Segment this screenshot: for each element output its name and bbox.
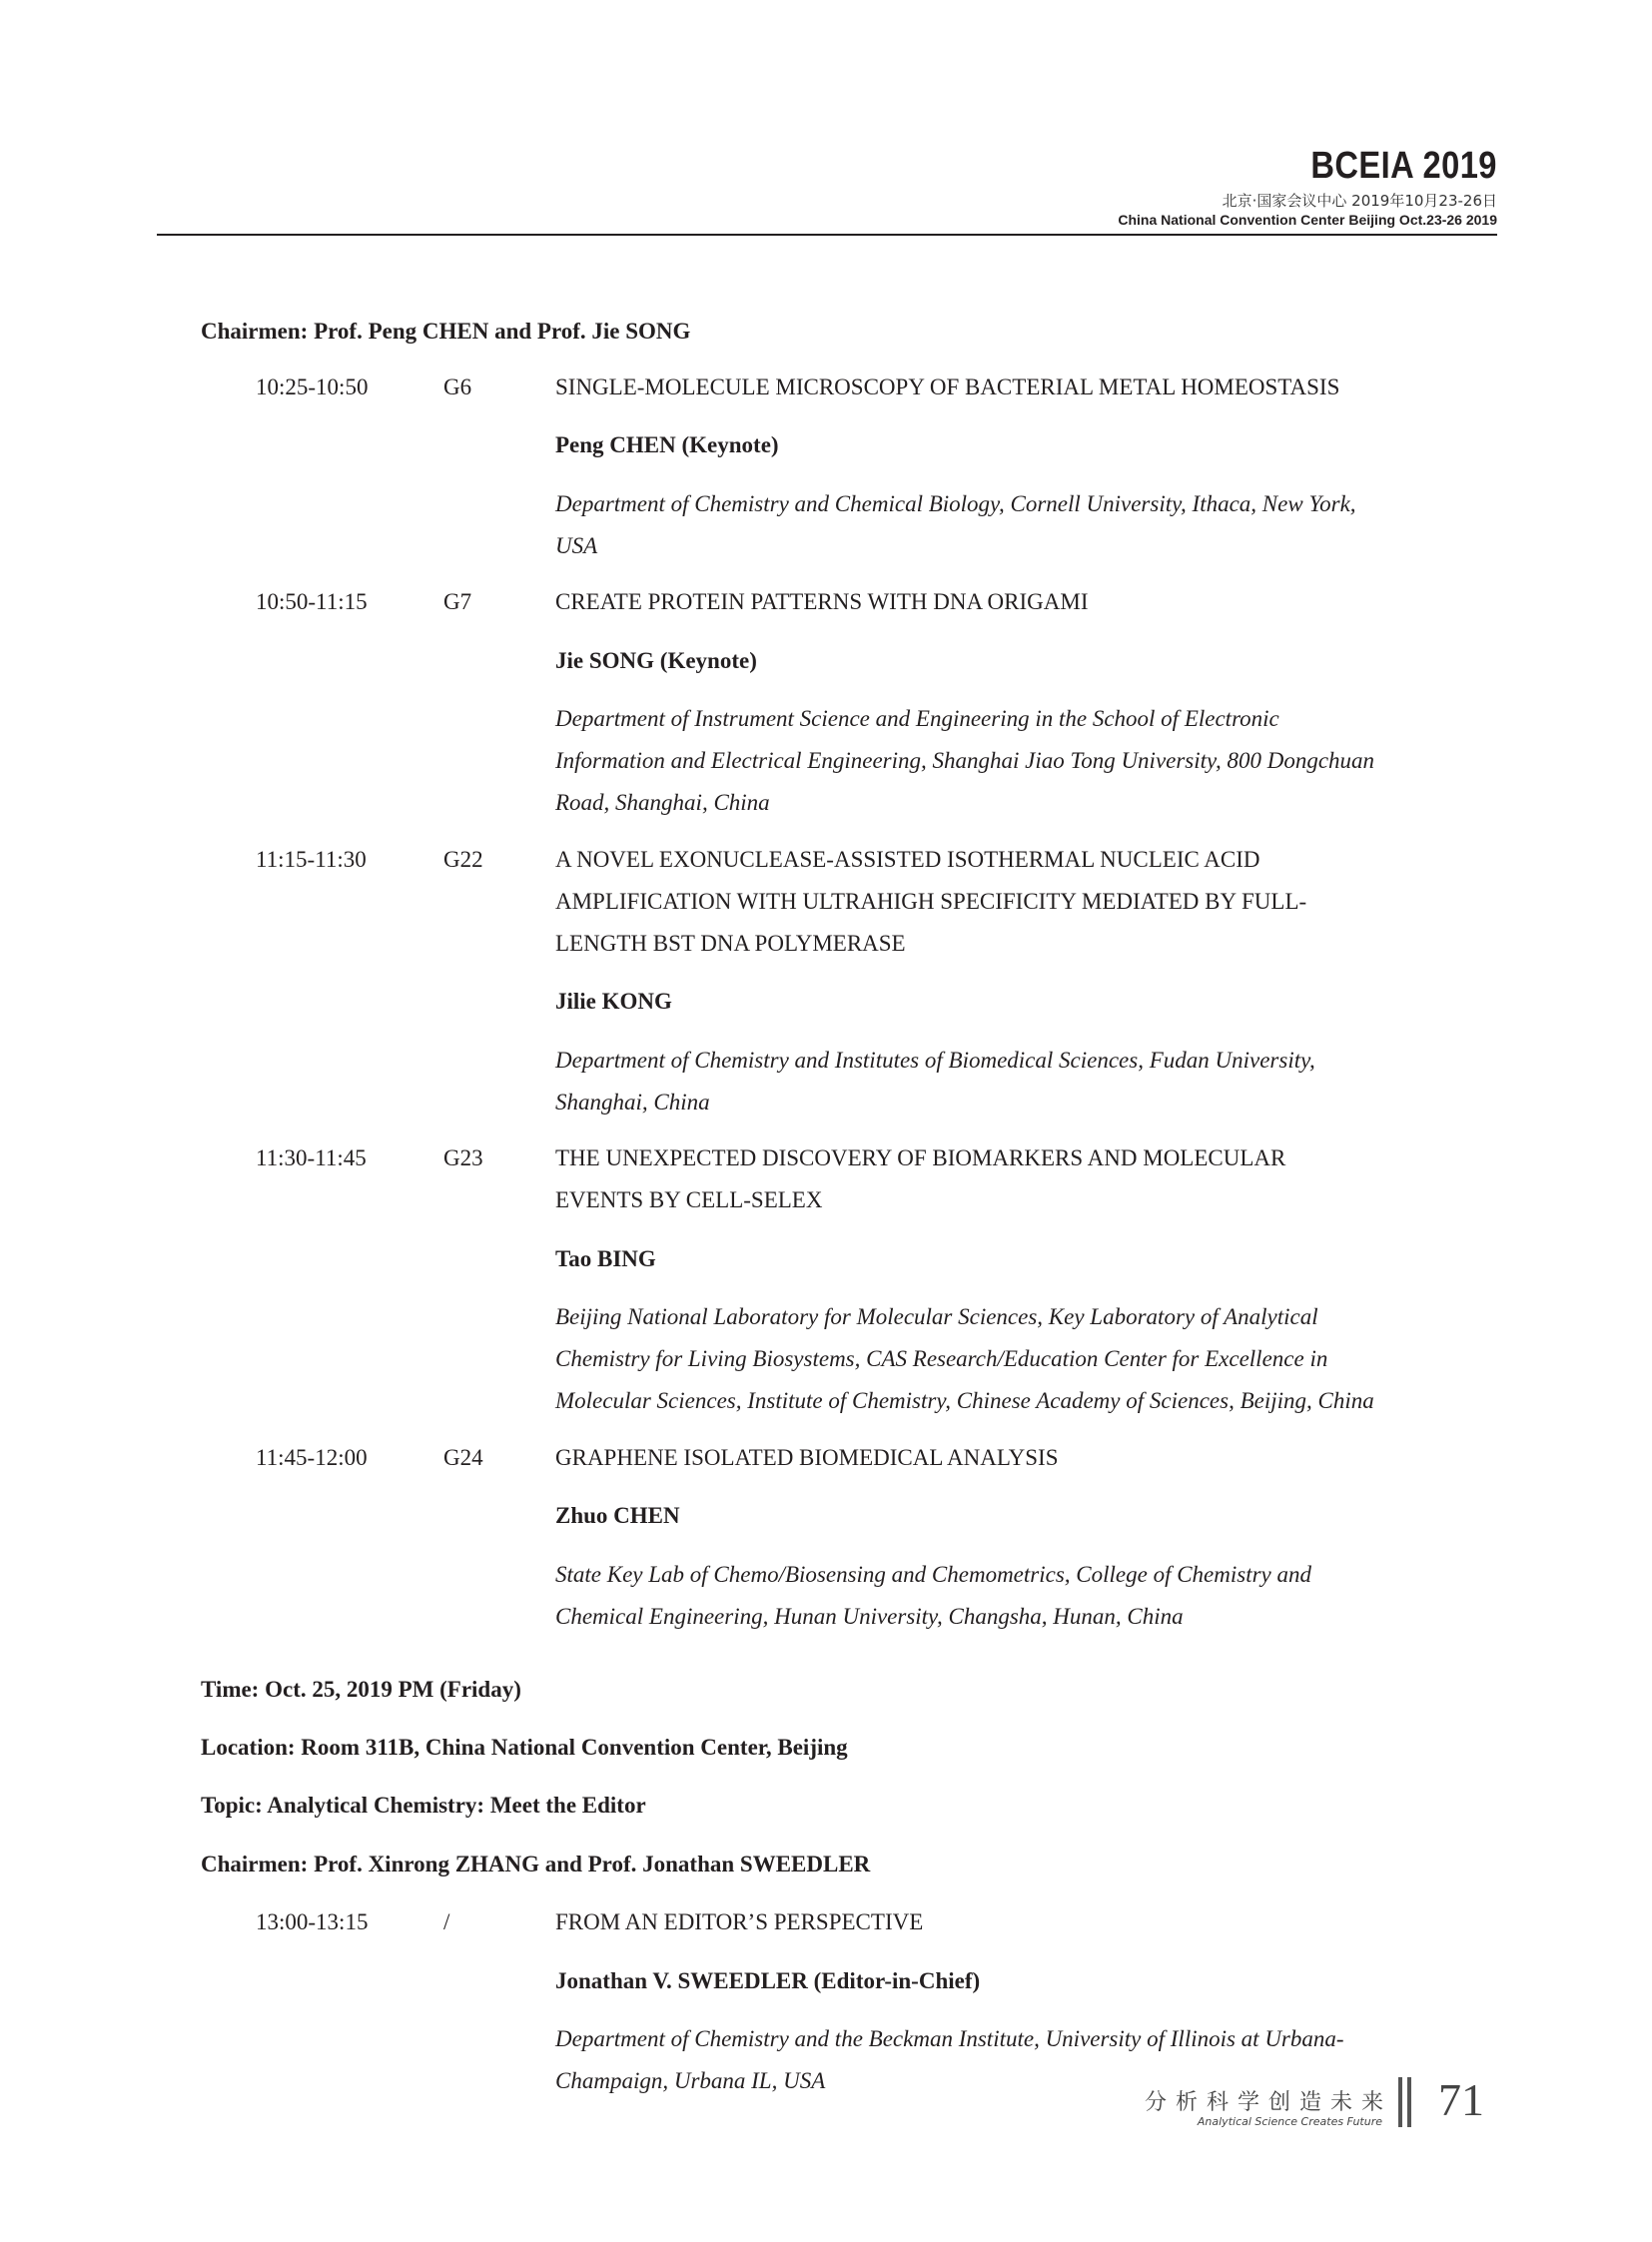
talk-speaker: Tao BING xyxy=(555,1246,656,1271)
talk-affiliation: Beijing National Laboratory for Molecular Sciences, Key Laboratory of Analytical xyxy=(555,1304,1318,1329)
talk-code: G7 xyxy=(443,589,472,614)
talk-time: 10:25-10:50 xyxy=(256,374,369,399)
talk-title: AMPLIFICATION WITH ULTRAHIGH SPECIFICITY MEDIATED BY FULL- xyxy=(555,889,1307,914)
talk-affiliation: Chemistry for Living Biosystems, CAS Research/Education Center for Excellence in xyxy=(555,1346,1328,1371)
talk-speaker: Zhuo CHEN xyxy=(555,1503,680,1528)
footer-slogan-en: Analytical Science Creates Future xyxy=(1197,2115,1382,2128)
session-chairmen: Chairmen: Prof. Xinrong ZHANG and Prof. Jonathan SWEEDLER xyxy=(201,1852,871,1876)
conference-venue-cn: 北京·国家会议中心 2019年10月23-26日 xyxy=(1222,192,1497,210)
session-chairmen: Chairmen: Prof. Peng CHEN and Prof. Jie SONG xyxy=(201,319,691,344)
talk-affiliation: Department of Instrument Science and Engineering in the School of Electronic xyxy=(555,706,1279,731)
talk-affiliation: Road, Shanghai, China xyxy=(555,790,770,815)
talk-affiliation: Department of Chemistry and Chemical Biology, Cornell University, Ithaca, New York, xyxy=(555,491,1356,516)
talk-title: LENGTH BST DNA POLYMERASE xyxy=(555,931,906,956)
talk-affiliation: Department of Chemistry and the Beckman Institute, University of Illinois at Urbana- xyxy=(555,2026,1344,2051)
talk-title: FROM AN EDITOR’S PERSPECTIVE xyxy=(555,1909,924,1934)
footer-divider xyxy=(1398,2077,1414,2127)
talk-affiliation: Shanghai, China xyxy=(555,1090,710,1115)
talk-code: / xyxy=(443,1909,450,1934)
talk-affiliation: Information and Electrical Engineering, Shanghai Jiao Tong University, 800 Dongchuan xyxy=(555,748,1375,773)
session-location: Location: Room 311B, China National Convention Center, Beijing xyxy=(201,1735,848,1760)
conference-title: BCEIA 2019 xyxy=(1310,145,1497,187)
talk-affiliation: USA xyxy=(555,533,598,558)
talk-title: EVENTS BY CELL-SELEX xyxy=(555,1187,823,1212)
talk-speaker: Jonathan V. SWEEDLER (Editor-in-Chief) xyxy=(555,1968,981,1993)
talk-code: G23 xyxy=(443,1145,483,1170)
conference-venue-en: China National Convention Center Beijing Oct.23-26 2019 xyxy=(1118,212,1497,228)
footer-bar xyxy=(1407,2077,1411,2127)
talk-time: 11:30-11:45 xyxy=(256,1145,367,1170)
talk-affiliation: Champaign, Urbana IL, USA xyxy=(555,2068,826,2093)
session-time: Time: Oct. 25, 2019 PM (Friday) xyxy=(201,1677,521,1702)
talk-affiliation: State Key Lab of Chemo/Biosensing and Chemometrics, College of Chemistry and xyxy=(555,1562,1312,1587)
talk-title: GRAPHENE ISOLATED BIOMEDICAL ANALYSIS xyxy=(555,1445,1059,1470)
talk-title: CREATE PROTEIN PATTERNS WITH DNA ORIGAMI xyxy=(555,589,1089,614)
page-number: 71 xyxy=(1438,2074,1484,2125)
talk-time: 10:50-11:15 xyxy=(256,589,368,614)
talk-affiliation: Chemical Engineering, Hunan University, Changsha, Hunan, China xyxy=(555,1604,1184,1629)
talk-affiliation: Molecular Sciences, Institute of Chemistry, Chinese Academy of Sciences, Beijing, China xyxy=(555,1388,1374,1413)
talk-time: 11:45-12:00 xyxy=(256,1445,368,1470)
talk-speaker: Jie SONG (Keynote) xyxy=(555,648,757,673)
talk-time: 13:00-13:15 xyxy=(256,1909,369,1934)
talk-title: THE UNEXPECTED DISCOVERY OF BIOMARKERS AND MOLECULAR xyxy=(555,1145,1286,1170)
talk-affiliation: Department of Chemistry and Institutes of Biomedical Sciences, Fudan University, xyxy=(555,1048,1315,1073)
footer-slogan-cn: 分析科学创造未来 xyxy=(1144,2090,1392,2115)
talk-speaker: Jilie KONG xyxy=(555,989,672,1014)
talk-code: G22 xyxy=(443,847,483,872)
footer-bar xyxy=(1398,2077,1402,2127)
talk-code: G6 xyxy=(443,374,472,399)
header-divider xyxy=(157,234,1497,236)
talk-time: 11:15-11:30 xyxy=(256,847,367,872)
talk-title: A NOVEL EXONUCLEASE-ASSISTED ISOTHERMAL NUCLEIC ACID xyxy=(555,847,1260,872)
talk-title: SINGLE-MOLECULE MICROSCOPY OF BACTERIAL METAL HOMEOSTASIS xyxy=(555,374,1340,399)
talk-speaker: Peng CHEN (Keynote) xyxy=(555,432,779,457)
session-topic: Topic: Analytical Chemistry: Meet the Editor xyxy=(201,1793,646,1818)
talk-code: G24 xyxy=(443,1445,483,1470)
